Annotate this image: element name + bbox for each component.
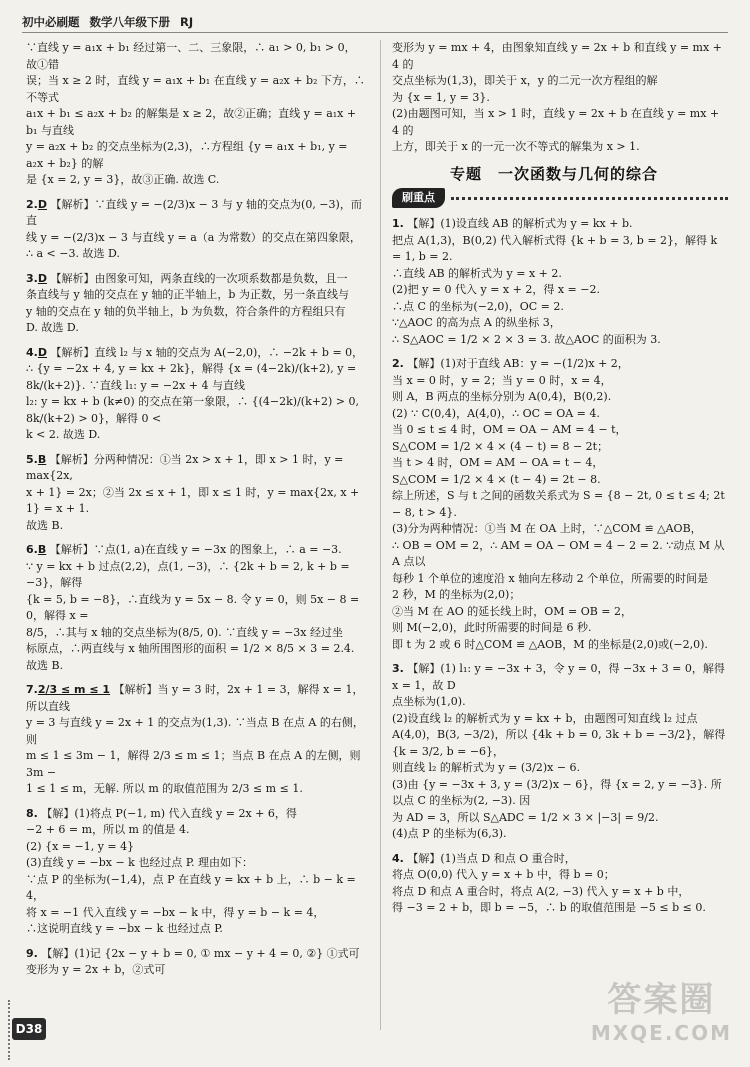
text-line: (2) ∵ C(0,4)，A(4,0)，∴ OC = OA = 4. [392, 406, 600, 420]
watermark-cn: 答案圈 [607, 980, 716, 1020]
answer-head [26, 452, 366, 485]
answer-choice: D [37, 271, 47, 285]
text-line: (2)把 y = 0 代入 y = x + 2，得 x = −2. [392, 283, 600, 296]
text-line: 线 y = −(2/3)x − 3 与直线 y = a（a 为常数）的交点在第四象限， [26, 230, 361, 244]
text-line: k < 2. 故选 D. [26, 428, 101, 441]
text-line: y 轴的交点在 y 轴的负半轴上，b 为负数，符合条件的方程组只有 [26, 304, 346, 318]
text-line: 变形为 y = mx + 4，由图象知直线 y = 2x + b 和直线 y = mx + 4 的 [392, 41, 722, 71]
answer-number: 2. [392, 357, 404, 370]
text-line: 为 AD = 3，所以 S△ADC = 1/2 × 3 × |−3| = 9/2. [392, 810, 659, 824]
text-line: (4)点 P 的坐标为(6,3). [392, 827, 507, 840]
answer-8 [26, 806, 366, 938]
text-line: D. 故选 D. [26, 321, 79, 334]
section-title: 专题 一次函数与几何的综合 [450, 164, 659, 183]
banner-badge: 刷重点 [392, 188, 445, 209]
page-number: D38 [12, 1018, 46, 1040]
answer-head [392, 216, 728, 233]
text-line: ∵点 P 的坐标为(−1,4)，点 P 在直线 y = kx + b 上，∴ b − k = 4， [26, 872, 356, 902]
text-line: 当 t > 4 时，OM = AM − OA = t − 4， [392, 456, 604, 469]
answer-number: 3. [392, 662, 404, 675]
text-line: a₁x + b₁ ≤ a₂x + b₂ 的解集是 x ≥ 2，故②正确；直线 y = a₁x + b₁ 与直线 [26, 107, 357, 137]
answer-head [392, 851, 728, 868]
text-line: 即 t 为 2 或 6 时△COM ≌ △AOB，M 的坐标是(2,0)或(−2,0). [392, 637, 708, 651]
answer-9-continued [392, 40, 728, 156]
text-line: (3)直线 y = −bx − k 也经过点 P. 理由如下： [26, 856, 253, 869]
text-line: 得 −3 = 2 + b，即 b = −5，∴ b 的取值范围是 −5 ≤ b ≤ 0. [392, 901, 706, 914]
text-line: {k = 5, b = −8}，∴直线为 y = 5x − 8. 令 y = 0，则 5x − 8 = 0，解得 x = [26, 592, 360, 622]
text-line: 误；当 x ≥ 2 时，直线 y = a₁x + b₁ 在直线 y = a₂x + b₂ 下方，∴不等式 [26, 74, 365, 104]
book-title: 初中必刷题 [22, 15, 80, 29]
answer-number: 5. [26, 452, 38, 466]
answer-head [26, 542, 366, 559]
answer-1-continued [26, 40, 366, 189]
text-line: ∵直线 y = a₁x + b₁ 经过第一、二、三象限，∴ a₁ > 0, b₁ > 0，故①错 [26, 41, 356, 71]
right-column [392, 40, 728, 925]
text-line: y = a₂x + b₂ 的交点坐标为(2,3)，∴方程组 {y = a₁x + b₁, y = a₂x + b₂} 的解 [26, 140, 348, 170]
banner-dotted-rule [451, 197, 728, 200]
text-line: 则 A，B 两点的坐标分别为 A(0,4)，B(0,2). [392, 390, 612, 403]
text-line: 【解】(1)设直线 AB 的解析式为 y = kx + b. [407, 217, 633, 230]
header-rule [22, 32, 728, 33]
text-line: 8/5，∴其与 x 轴的交点坐标为(8/5, 0). ∵直线 y = −3x 经过坐 [26, 625, 344, 639]
answer-head [392, 661, 728, 694]
answer-number: 4. [26, 345, 38, 359]
text-line: 综上所述，S 与 t 之间的函数关系式为 S = {8 − 2t, 0 ≤ t ≤ 4; 2t − 8, t > 4}. [392, 489, 725, 519]
answer-2 [26, 197, 366, 263]
text-line: 点坐标为(1,0). [392, 695, 466, 708]
answer-number: 7. [26, 683, 38, 696]
text-line: 1 ≤ 1 ≤ m，无解. 所以 m 的取值范围为 2/3 ≤ m ≤ 1. [26, 782, 303, 795]
answer-head [26, 682, 366, 715]
text-line: 2 秒，M 的坐标为(2,0)； [392, 588, 521, 601]
text-line: x + 1} = 2x；②当 2x ≤ x + 1，即 x ≤ 1 时，y = max{2x, x + 1} = x + 1. [26, 485, 360, 515]
answer-head [26, 946, 366, 979]
answer-choice: B [37, 452, 47, 466]
answer-number: 9. [26, 946, 38, 960]
text-line: 则直线 l₂ 的解析式为 y = (3/2)x − 6. [392, 761, 581, 774]
text-line: 【解】(1)对于直线 AB：y = −(1/2)x + 2， [407, 357, 629, 370]
text-line: ∴ {y = −2x + 4, y = kx + 2k}，解得 {x = (4−2k)/(k+2), y = 8k/(k+2)}. ∵直线 l₁: y = −2x + 4 与直线 [26, 362, 357, 392]
answer-number: 4. [392, 851, 404, 865]
text-line: 【解】(1) l₁: y = −3x + 3，令 y = 0，得 −3x + 3 = 0，解得 x = 1，故 D [392, 662, 725, 692]
text-line: (2)设直线 l₂ 的解析式为 y = kx + b，由题图可知直线 l₂ 过点 [392, 711, 698, 725]
text-line: ∴直线 AB 的解析式为 y = x + 2. [392, 266, 562, 280]
answer-3 [26, 271, 366, 337]
edition-label: RJ [180, 15, 194, 29]
text-line: 把点 A(1,3)，B(0,2) 代入解析式得 {k + b = 3, b = 2}，解得 k = 1, b = 2. [392, 233, 718, 263]
text-line: 【解】(1)记 {2x − y + b = 0, ① mx − y + 4 = 0, ②} ①式可变形为 y = 2x + b，②式可 [26, 946, 360, 976]
text-line: 【解析】当 y = 3 时，2x + 1 = 3，解得 x = 1，所以直线 [26, 683, 364, 713]
answer-head [26, 345, 366, 362]
section-banner [392, 188, 728, 208]
special-answer-4 [392, 851, 728, 917]
text-line: 标原点，∴两直线与 x 轴所围图形的面积 = 1/2 × 8/5 × 3 = 2.4. [26, 642, 355, 655]
answer-head [26, 197, 366, 230]
answer-choice: B [37, 543, 47, 556]
answer-number: 6. [26, 543, 38, 556]
text-line: 则 M(−2,0)，此时所需要的时间是 6 秒. [392, 621, 592, 634]
text-line: 当 0 ≤ t ≤ 4 时，OM = OA − AM = 4 − t， [392, 423, 627, 436]
text-line: 【解析】分两种情况：①当 2x > x + 1，即 x > 1 时，y = max{2x, [26, 452, 344, 482]
text-line: (2)由题图可知，当 x > 1 时，直线 y = 2x + b 在直线 y = mx + 4 的 [392, 107, 720, 137]
text-line: 为 {x = 1, y = 3}. [392, 90, 490, 104]
text-line: 【解析】∵直线 y = −(2/3)x − 3 与 y 轴的交点为(0, −3)，而直 [26, 197, 362, 227]
text-line: 当 x = 0 时，y = 2；当 y = 0 时，x = 4， [392, 373, 612, 387]
text-line: (2) {x = −1, y = 4} [26, 839, 135, 853]
text-line: 是 {x = 2, y = 3}，故③正确. 故选 C. [26, 173, 220, 186]
answer-number: 1. [392, 217, 404, 230]
text-line: S△COM = 1/2 × 4 × (4 − t) = 8 − 2t； [392, 439, 609, 453]
answer-choice: D [37, 197, 47, 211]
answer-7 [26, 682, 366, 798]
text-line: 【解析】直线 l₂ 与 x 轴的交点为 A(−2,0)，∴ −2k + b = 0， [50, 345, 364, 359]
column-divider [380, 40, 381, 1030]
text-line: S△COM = 1/2 × 4 × (t − 4) = 2t − 8. [392, 472, 601, 486]
text-line: 【解】(1)将点 P(−1, m) 代入直线 y = 2x + 6，得 [41, 806, 297, 820]
answer-number: 8. [26, 806, 38, 820]
special-answer-1 [392, 216, 728, 348]
text-line: 故选 B. [26, 658, 64, 672]
text-line: ∴这说明直线 y = −bx − k 也经过点 P. [26, 922, 223, 935]
text-line: 【解析】∵点(1, a)在直线 y = −3x 的图象上，∴ a = −3. [49, 543, 342, 556]
answer-number: 2. [26, 197, 38, 211]
answer-head [26, 806, 366, 823]
answer-6 [26, 542, 366, 674]
text-line: 上方，即关于 x 的一元一次不等式的解集为 x > 1. [392, 140, 640, 153]
text-line: ∴ OB = OM = 2，∴ AM = OA − OM = 4 − 2 = 2. ∵动点 M 从 A 点以 [392, 538, 725, 568]
text-line: 交点坐标为(1,3)，即关于 x，y 的二元一次方程组的解 [392, 74, 658, 87]
text-line: (3)分为两种情况：①当 M 在 OA 上时，∵△COM ≌ △AOB， [392, 522, 702, 535]
answer-choice: D [37, 345, 47, 359]
text-line: ∴点 C 的坐标为(−2,0)，OC = 2. [392, 299, 564, 313]
answer-head [26, 271, 366, 288]
text-line: m ≤ 1 ≤ 3m − 1，解得 2/3 ≤ m ≤ 1；当点 B 在点 A 的左侧，则 3m − [26, 749, 361, 779]
text-line: 将 x = −1 代入直线 y = −bx − k 中，得 y = b − k = 4， [26, 905, 325, 919]
answer-9 [26, 946, 366, 979]
text-line: ∴ S△AOC = 1/2 × 2 × 3 = 3. 故△AOC 的面积为 3. [392, 332, 661, 346]
text-line: 故选 B. [26, 518, 64, 532]
text-line: 将点 D 和点 A 重合时，将点 A(2, −3) 代入 y = x + b 中， [392, 884, 690, 898]
answer-choice: 2/3 ≤ m ≤ 1 [37, 683, 111, 696]
text-line: 【解析】由图象可知，两条直线的一次项系数都是负数，且一 [50, 271, 348, 285]
answer-head [392, 356, 728, 373]
text-line: 每秒 1 个单位的速度沿 x 轴向左移动 2 个单位，所需要的时间是 [392, 571, 709, 585]
subject-title: 数学八年级下册 [89, 15, 170, 29]
text-line: ∴ a < −3. 故选 D. [26, 247, 120, 260]
left-column [26, 40, 366, 987]
watermark-en: MXQE.COM [590, 1021, 732, 1045]
answer-5 [26, 452, 366, 535]
answer-number: 3. [26, 271, 38, 285]
text-line: (3)由 {y = −3x + 3, y = (3/2)x − 6}，得 {x = 2, y = −3}. 所以点 C 的坐标为(2, −3). 因 [392, 777, 722, 807]
page-header [22, 12, 193, 32]
watermark [591, 972, 732, 1045]
text-line: ∵ y = kx + b 过点(2,2)，点(1, −3)，∴ {2k + b = 2, k + b = −3}，解得 [26, 559, 350, 589]
text-line: l₂: y = kx + b (k≠0) 的交点在第一象限，∴ {(4−2k)/(k+2) > 0, 8k/(k+2) > 0}，解得 0 < [26, 395, 359, 425]
text-line: A(4,0)，B(3, −3/2)，所以 {4k + b = 0, 3k + b = −3/2}，解得 {k = 3/2, b = −6}， [392, 728, 726, 758]
answer-4 [26, 345, 366, 444]
text-line: y = 3 与直线 y = 2x + 1 的交点为(1,3). ∵当点 B 在点 A 的右侧，则 [26, 716, 364, 746]
text-line: ②当 M 在 AO 的延长线上时，OM = OB = 2， [392, 604, 633, 618]
text-line: 将点 O(0,0) 代入 y = x + b 中，得 b = 0； [392, 868, 615, 881]
special-answer-3 [392, 661, 728, 843]
text-line: −2 + 6 = m，所以 m 的值是 4. [26, 823, 190, 836]
special-answer-2 [392, 356, 728, 653]
text-line: ∵△AOC 的高为点 A 的纵坐标 3， [392, 316, 561, 329]
text-line: 条直线与 y 轴的交点在 y 轴的正半轴上，b 为正数，另一条直线与 [26, 288, 349, 301]
text-line: 【解】(1)当点 D 和点 O 重合时， [407, 851, 576, 865]
